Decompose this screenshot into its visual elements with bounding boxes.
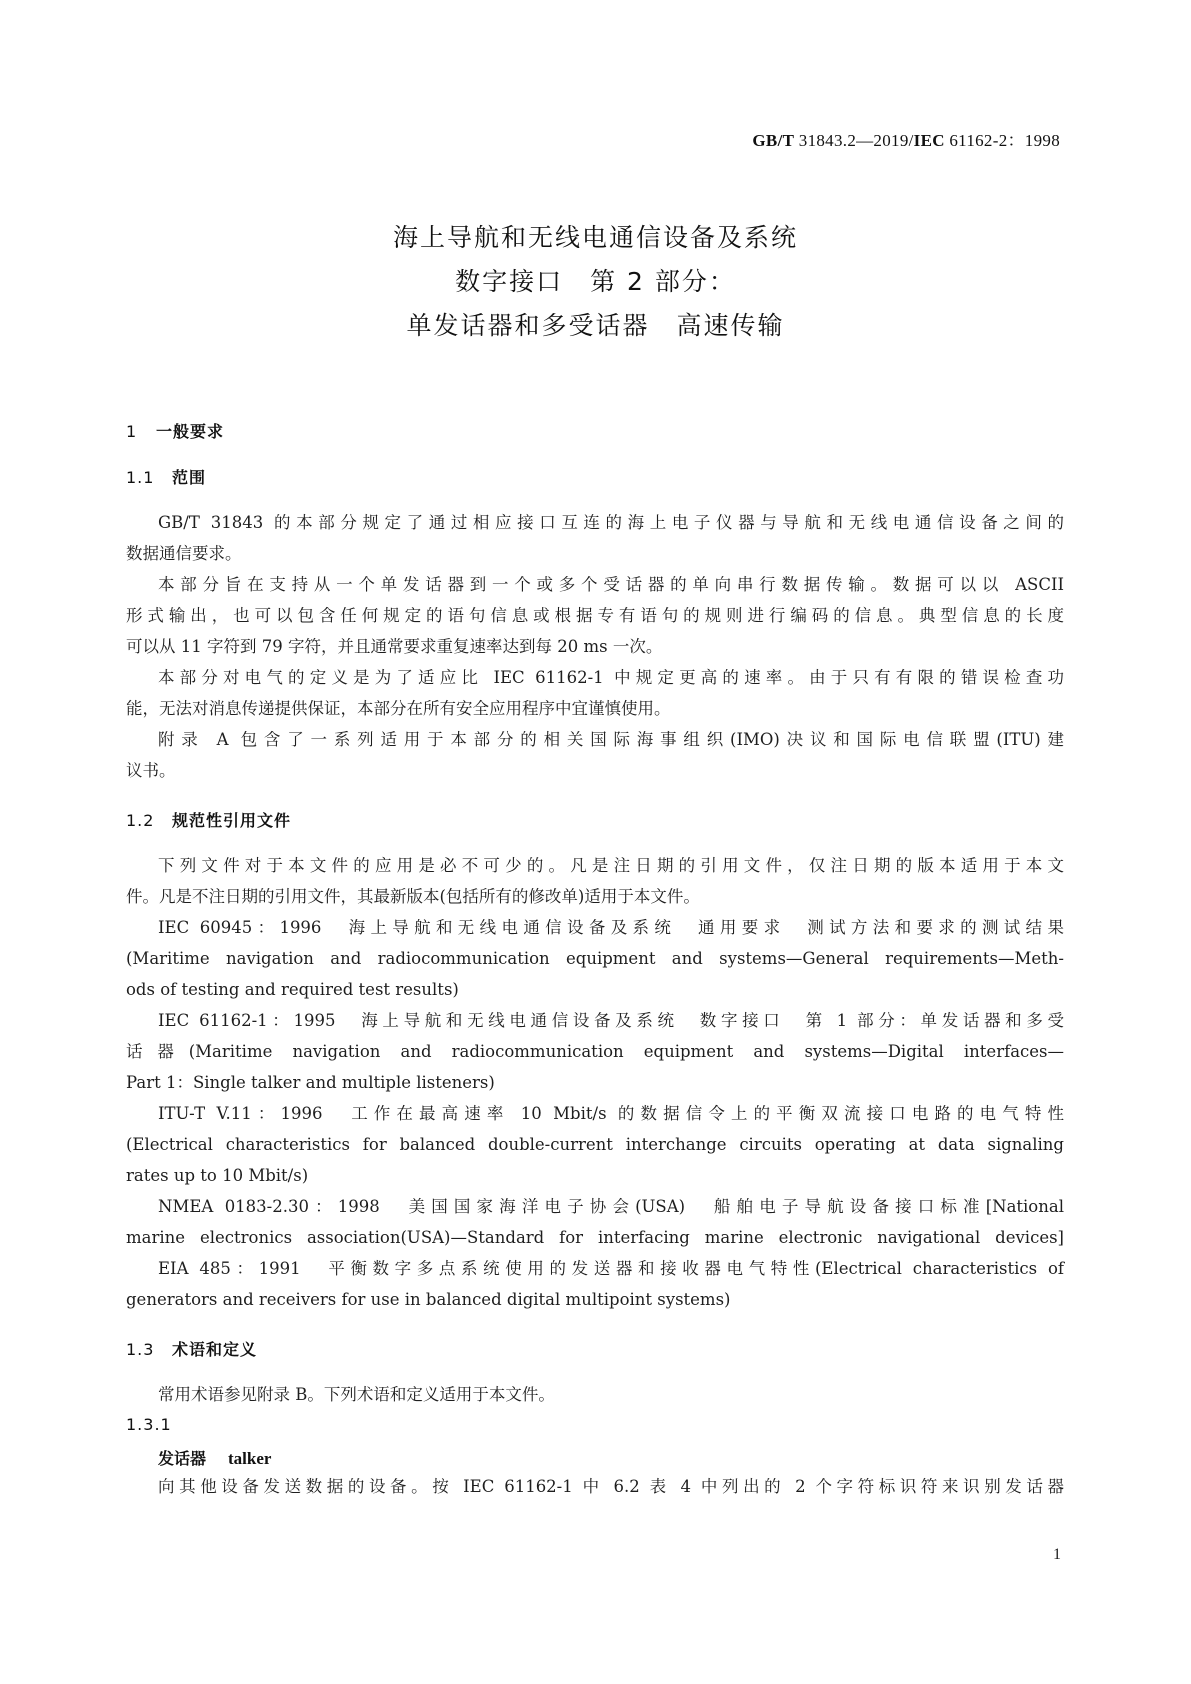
document-title-line-2: 数字接口 第 2 部分： [455,267,736,296]
standard-number: 31843.2—2019/ [794,131,914,150]
section-title: 一般要求 [156,422,225,441]
section-number: 1.1 [126,468,155,487]
section-heading-1-1 [126,465,206,488]
reference-line: EIA 485：1991 平衡数字多点系统使用的发送器和接收器电气特性(Electrical characteristics of [158,1259,1064,1278]
section-heading-1-3 [126,1337,257,1360]
paragraph-line: 附录 A 包含了一系列适用于本部分的相关国际海事组织(IMO)决议和国际电信联盟(ITU)建 [158,730,1064,749]
section-number: 1.3 [126,1340,155,1359]
document-title-line-3: 单发话器和多受话器 高速传输 [406,311,785,340]
standard-code-header [752,126,1060,151]
reference-line: (Electrical characteristics for balanced double-current interchange circuits operating at data signaling [126,1135,1064,1154]
document-title-line-1: 海上导航和无线电通信设备及系统 [392,223,798,252]
paragraph-line: 能，无法对消息传递提供保证，本部分在所有安全应用程序中宜谨慎使用。 [126,699,671,718]
paragraph-line: GB/T 31843 的本部分规定了通过相应接口互连的海上电子仪器与导航和无线电通信设备之间的 [158,513,1064,532]
standard-prefix: GB/T [752,131,795,150]
paragraph-line: 本部分旨在支持从一个单发话器到一个或多个受话器的单向串行数据传输。数据可以以 ASCII [158,575,1064,594]
reference-line: IEC 61162-1：1995 海上导航和无线电通信设备及系统 数字接口 第 1 部分：单发话器和多受 [158,1011,1064,1030]
reference-line: ods of testing and required test results) [126,980,459,999]
paragraph-line: 本部分对电气的定义是为了适应比 IEC 61162-1 中规定更高的速率。由于只有有限的错误检查功 [158,668,1064,687]
page-number: 1 [1053,1546,1061,1563]
reference-line: (Maritime navigation and radiocommunication equipment and systems—General requirements—Meth- [126,949,1064,968]
paragraph-line: 常用术语参见附录 B。下列术语和定义适用于本文件。 [158,1385,555,1404]
section-heading-1-2 [126,808,291,831]
term-definition: 向其他设备发送数据的设备。按 IEC 61162-1 中 6.2 表 4 中列出的 2 个字符标识符来识别发话器 [158,1477,1064,1496]
section-number: 1 [126,422,138,441]
section-number: 1.2 [126,811,155,830]
reference-line: ITU-T V.11：1996 工作在最高速率 10 Mbit/s 的数据信令上的平衡双流接口电路的电气特性 [158,1104,1064,1123]
reference-line: generators and receivers for use in balanced digital multipoint systems) [126,1290,731,1309]
paragraph-line: 形式输出，也可以包含任何规定的语句信息或根据专有语句的规则进行编码的信息。典型信息的长度 [126,606,1064,625]
reference-line: rates up to 10 Mbit/s) [126,1166,309,1185]
paragraph-line: 数据通信要求。 [126,544,242,563]
section-heading-1 [126,419,224,442]
paragraph-line: 议书。 [126,761,176,780]
paragraph-line: 件。凡是不注日期的引用文件，其最新版本(包括所有的修改单)适用于本文件。 [126,887,700,906]
reference-line: Part 1：Single talker and multiple listeners) [126,1073,495,1092]
term-number-text: 1.3.1 [126,1415,172,1434]
term-heading [158,1446,271,1469]
iec-prefix: IEC [913,131,945,150]
paragraph-line: 下列文件对于本文件的应用是必不可少的。凡是注日期的引用文件，仅注日期的版本适用于本文 [158,856,1064,875]
reference-line: 话器(Maritime navigation and radiocommunication equipment and systems—Digital interfaces— [126,1042,1064,1061]
section-title: 术语和定义 [172,1340,258,1359]
term-chinese: 发话器 [158,1449,207,1468]
iec-number: 61162-2：1998 [944,131,1060,150]
reference-line: marine electronics association(USA)—Standard for interfacing marine electronic navigational devices] [126,1228,1064,1247]
reference-line: NMEA 0183-2.30：1998 美国国家海洋电子协会(USA) 船舶电子导航设备接口标准[National [158,1197,1064,1216]
section-title: 规范性引用文件 [172,811,292,830]
section-title: 范围 [172,468,207,487]
reference-line: IEC 60945：1996 海上导航和无线电通信设备及系统 通用要求 测试方法和要求的测试结果 [158,918,1064,937]
term-english: talker [228,1449,272,1468]
paragraph-line: 可以从 11 字符到 79 字符，并且通常要求重复速率达到每 20 ms 一次。 [126,637,663,656]
term-number [126,1415,172,1434]
